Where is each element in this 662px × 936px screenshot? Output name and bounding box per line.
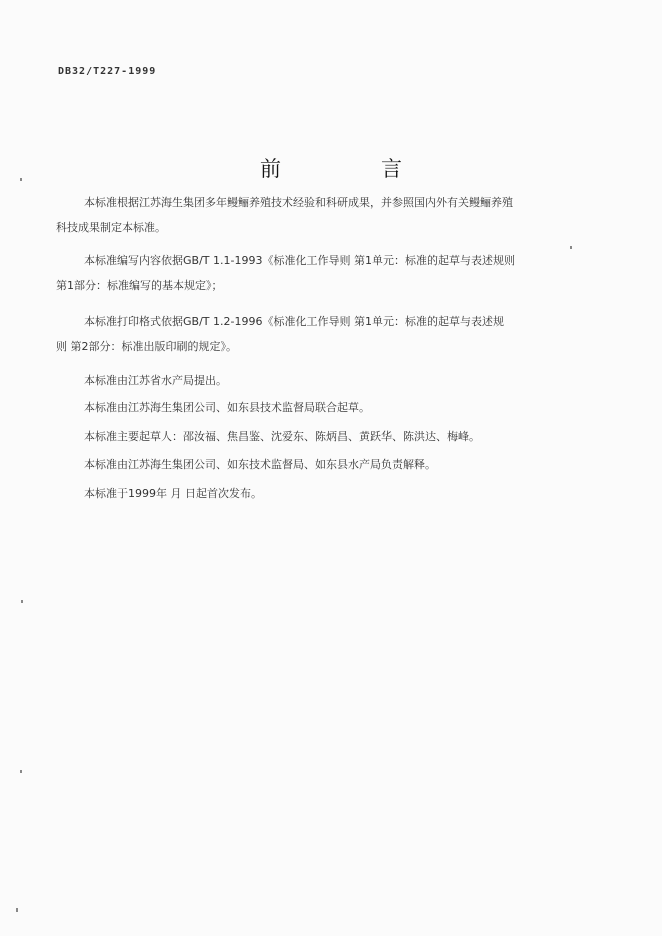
paragraph-line: 本标准主要起草人：邵汝福、焦昌鉴、沈爱东、陈炳昌、黄跃华、陈洪达、梅峰。 (84, 430, 480, 443)
paragraph-1 (56, 190, 576, 240)
paragraph-line: 本标准于1999年 月 日起首次发布。 (84, 487, 262, 500)
paragraph-line: 本标准由江苏省水产局提出。 (84, 374, 227, 387)
scan-mark (21, 600, 23, 603)
paragraph-4 (56, 368, 576, 393)
paragraph-3 (56, 309, 576, 359)
title-char-2: 言 (381, 157, 402, 181)
paragraph-5 (56, 395, 576, 420)
paragraph-line: 本标准由江苏海生集团公司、如东县技术监督局联合起草。 (84, 401, 370, 414)
scan-mark (16, 908, 18, 912)
paragraph-2 (56, 248, 576, 298)
paragraph-line: 本标准根据江苏海生集团多年鳗鲡养殖技术经验和科研成果，并参照国内外有关鳗鲡养殖 (84, 196, 513, 209)
scan-mark (570, 246, 572, 249)
paragraph-7 (56, 452, 576, 477)
title-char-1: 前 (260, 157, 281, 181)
paragraph-line: 本标准由江苏海生集团公司、如东技术监督局、如东县水产局负责解释。 (84, 458, 436, 471)
paragraph-line: 科技成果制定本标准。 (56, 221, 166, 234)
paragraph-8 (56, 481, 576, 506)
paragraph-line: 本标准打印格式依据GB/T 1.2-1996《标准化工作导则 第1单元：标准的起草与表述规 (84, 315, 504, 328)
scan-mark (20, 770, 22, 773)
paragraph-6 (56, 424, 576, 449)
scan-mark (20, 178, 22, 181)
page-title (0, 153, 662, 183)
paragraph-line: 第1部分：标准编写的基本规定》； (56, 279, 223, 292)
standard-number: DB32/T227-1999 (58, 66, 157, 77)
paragraph-line: 则 第2部分：标准出版印刷的规定》。 (56, 340, 237, 353)
paragraph-line: 本标准编写内容依据GB/T 1.1-1993《标准化工作导则 第1单元：标准的起草与表述规则 (84, 254, 515, 267)
